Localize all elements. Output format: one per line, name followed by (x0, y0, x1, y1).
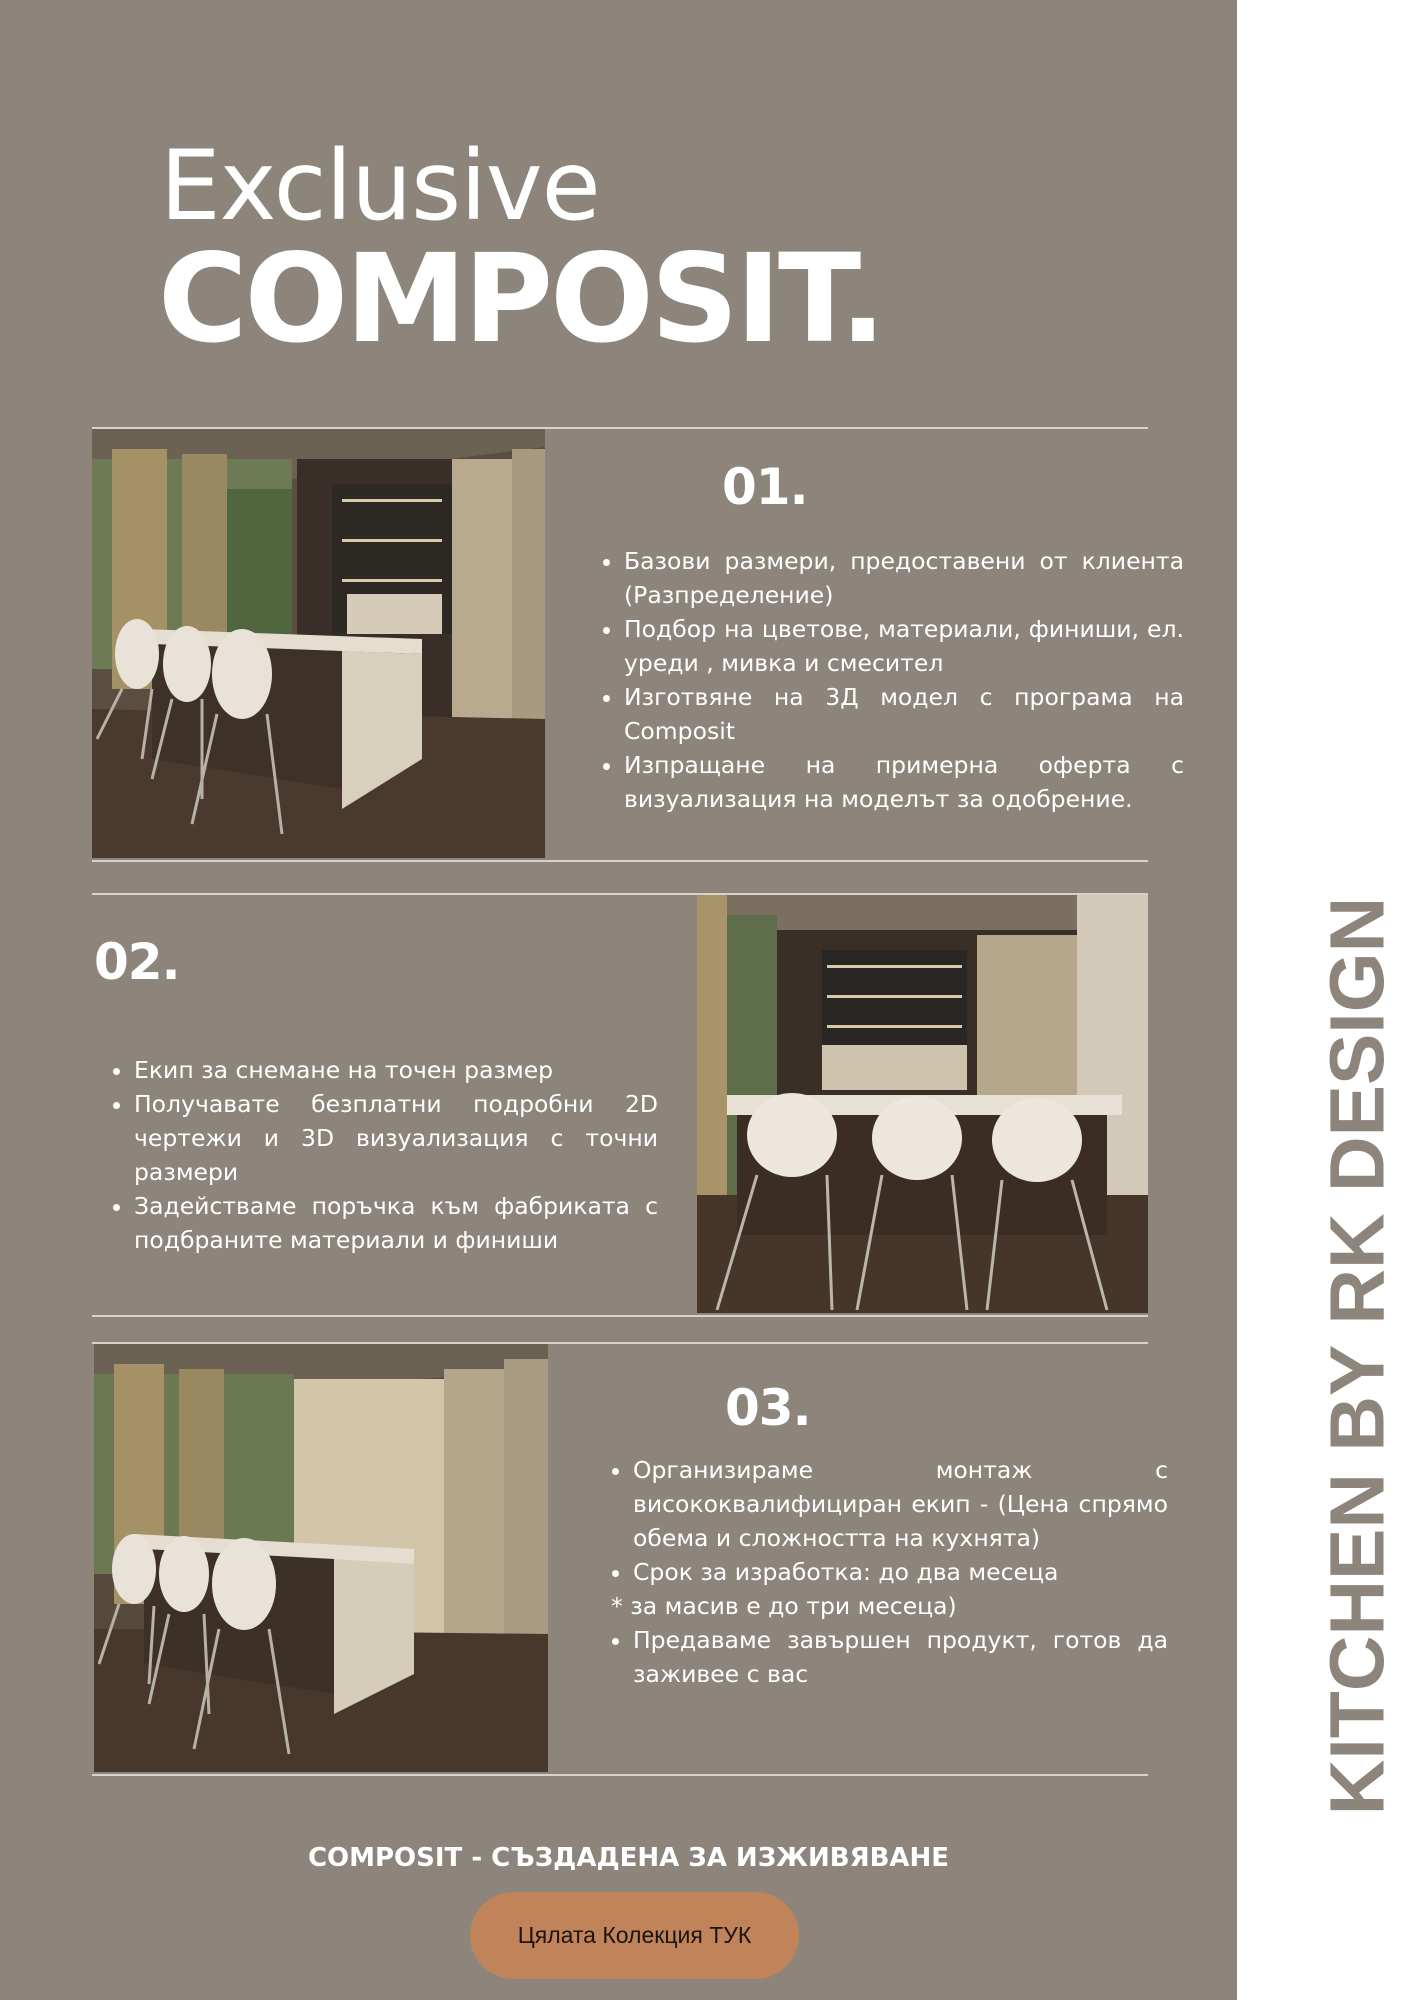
title-exclusive: Exclusive (160, 130, 600, 242)
list-item: • Базови размери, предоставени от клиента (Разпределение) (624, 544, 1184, 612)
list-item: • Задействаме поръчка към фабриката с подбраните материали и финиши (134, 1189, 658, 1257)
divider-line (92, 1315, 1148, 1317)
kitchen-photo-2 (697, 895, 1148, 1313)
list-item: • Получавате безплатни подробни 2D чертежи и 3D визуализация с точни размери (134, 1087, 658, 1189)
kitchen-photo-3 (94, 1344, 548, 1772)
list-item: • Екип за снемане на точен размер (134, 1053, 658, 1087)
list-item: • Подбор на цветове, материали, финиши, ел. уреди , мивка и смесител (624, 612, 1184, 680)
list-item: • Изпращане на примерна оферта с визуализация на моделът за одобрение. (624, 748, 1184, 816)
brand-vertical-text: KITCHEN BY RK DESIGN (1314, 896, 1401, 1816)
step-number-03: 03. (725, 1379, 811, 1437)
tagline: COMPOSIT - СЪЗДАДЕНА ЗА ИЗЖИВЯВАНЕ (307, 1843, 950, 1873)
step-list-02 (110, 1053, 658, 1257)
step-list-01 (600, 544, 1184, 816)
divider-line (92, 860, 1148, 862)
list-item: • Организираме монтаж с висококвалифициран екип - (Цена спрямо обема и сложността на кухнята) (633, 1453, 1168, 1555)
collection-button[interactable]: Цялата Колекция ТУК (470, 1892, 799, 1979)
step-number-02: 02. (94, 933, 180, 991)
step-list-03 (609, 1453, 1168, 1691)
kitchen-photo-1 (92, 429, 545, 858)
list-item: • Предаваме завършен продукт, готов да заживее с вас (633, 1623, 1168, 1691)
list-item: • Изготвяне на 3Д модел с програма на Composit (624, 680, 1184, 748)
title-composit: COMPOSIT. (158, 228, 884, 370)
step-number-01: 01. (722, 458, 808, 516)
list-item: • Срок за изработка: до два месеца (633, 1555, 1168, 1589)
divider-line (92, 1774, 1148, 1776)
list-note: * за масив е до три месеца) (611, 1592, 957, 1620)
